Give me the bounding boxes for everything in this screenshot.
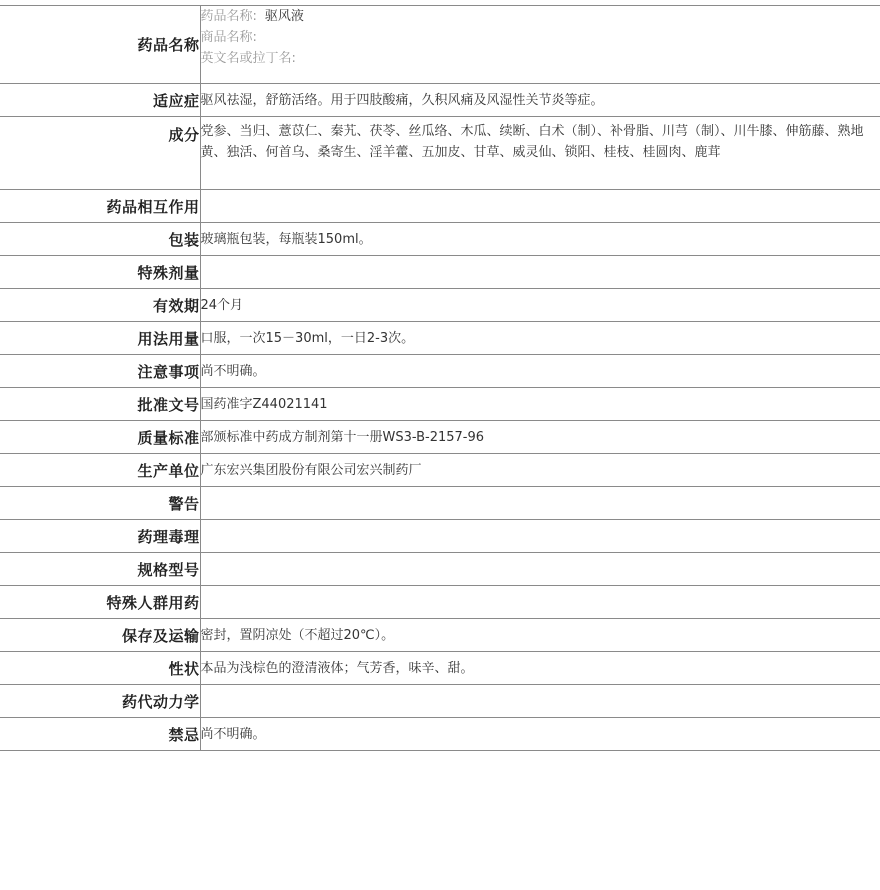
row-value-approval-number: 国药准字Z44021141 xyxy=(200,388,880,421)
drug-names-cell xyxy=(200,6,880,84)
table-row-precautions xyxy=(0,355,880,388)
row-label-specification: 规格型号 xyxy=(0,553,200,586)
row-label-manufacturer: 生产单位 xyxy=(0,454,200,487)
row-label-drug-name: 药品名称 xyxy=(0,6,200,84)
generic-name-line xyxy=(201,6,880,27)
row-value-pharmacology xyxy=(200,520,880,553)
row-value-warning xyxy=(200,487,880,520)
row-label-dosage: 用法用量 xyxy=(0,322,200,355)
table-row-manufacturer xyxy=(0,454,880,487)
row-label-description: 性状 xyxy=(0,652,200,685)
row-label-quality-standard: 质量标准 xyxy=(0,421,200,454)
row-value-dosage: 口服，一次15－30ml，一日2-3次。 xyxy=(200,322,880,355)
trade-name-label: 商品名称: xyxy=(200,30,257,45)
row-value-packaging: 玻璃瓶包装，每瓶装150ml。 xyxy=(200,223,880,256)
table-row-approval-number xyxy=(0,388,880,421)
row-value-shelf-life: 24个月 xyxy=(200,289,880,322)
row-value-contraindications: 尚不明确。 xyxy=(200,718,880,751)
row-label-interactions: 药品相互作用 xyxy=(0,190,200,223)
row-value-special-populations xyxy=(200,586,880,619)
row-value-description: 本品为浅棕色的澄清液体；气芳香，味辛、甜。 xyxy=(200,652,880,685)
row-value-indications: 驱风祛湿，舒筋活络。用于四肢酸痛，久积风痛及风湿性关节炎等症。 xyxy=(200,84,880,117)
row-value-quality-standard: 部颁标准中药成方制剂第十一册WS3-B-2157-96 xyxy=(200,421,880,454)
table-row-quality-standard xyxy=(0,421,880,454)
table-row-warning xyxy=(0,487,880,520)
table-row-drug-name xyxy=(0,6,880,84)
row-label-precautions: 注意事项 xyxy=(0,355,200,388)
row-value-storage: 密封，置阴凉处（不超过20℃）。 xyxy=(200,619,880,652)
table-row-contraindications xyxy=(0,718,880,751)
row-value-precautions: 尚不明确。 xyxy=(200,355,880,388)
row-label-special-populations: 特殊人群用药 xyxy=(0,586,200,619)
drug-info-table xyxy=(0,5,880,751)
table-row-description xyxy=(0,652,880,685)
table-row-indications xyxy=(0,84,880,117)
row-label-ingredients: 成分 xyxy=(0,117,200,190)
table-row-storage xyxy=(0,619,880,652)
row-label-pharmacokinetics: 药代动力学 xyxy=(0,685,200,718)
row-value-manufacturer: 广东宏兴集团股份有限公司宏兴制药厂 xyxy=(200,454,880,487)
table-row-interactions xyxy=(0,190,880,223)
row-label-indications: 适应症 xyxy=(0,84,200,117)
row-label-shelf-life: 有效期 xyxy=(0,289,200,322)
row-label-packaging: 包装 xyxy=(0,223,200,256)
table-row-special-populations xyxy=(0,586,880,619)
table-row-shelf-life xyxy=(0,289,880,322)
row-value-specification xyxy=(200,553,880,586)
table-row-special-dosage xyxy=(0,256,880,289)
table-row-packaging xyxy=(0,223,880,256)
table-row-dosage xyxy=(0,322,880,355)
row-value-interactions xyxy=(200,190,880,223)
row-value-special-dosage xyxy=(200,256,880,289)
table-row-pharmacokinetics xyxy=(0,685,880,718)
row-label-warning: 警告 xyxy=(0,487,200,520)
row-label-approval-number: 批准文号 xyxy=(0,388,200,421)
row-label-special-dosage: 特殊剂量 xyxy=(0,256,200,289)
table-row-specification xyxy=(0,553,880,586)
generic-name-label: 药品名称: xyxy=(200,9,257,24)
row-label-pharmacology: 药理毒理 xyxy=(0,520,200,553)
row-label-storage: 保存及运输 xyxy=(0,619,200,652)
row-value-ingredients: 党参、当归、薏苡仁、秦艽、茯苓、丝瓜络、木瓜、续断、白术（制）、补骨脂、川芎（制）、川牛膝、伸筋藤、熟地黄、独活、何首乌、桑寄生、淫羊藿、五加皮、甘草、威灵仙、锁阳、桂枝、桂圆肉、鹿茸 xyxy=(200,117,880,190)
table-row-pharmacology xyxy=(0,520,880,553)
table-row-ingredients xyxy=(0,117,880,190)
generic-name-value: 驱风液 xyxy=(264,9,304,24)
row-label-contraindications: 禁忌 xyxy=(0,718,200,751)
row-value-pharmacokinetics xyxy=(200,685,880,718)
english-name-label: 英文名或拉丁名: xyxy=(200,51,296,66)
